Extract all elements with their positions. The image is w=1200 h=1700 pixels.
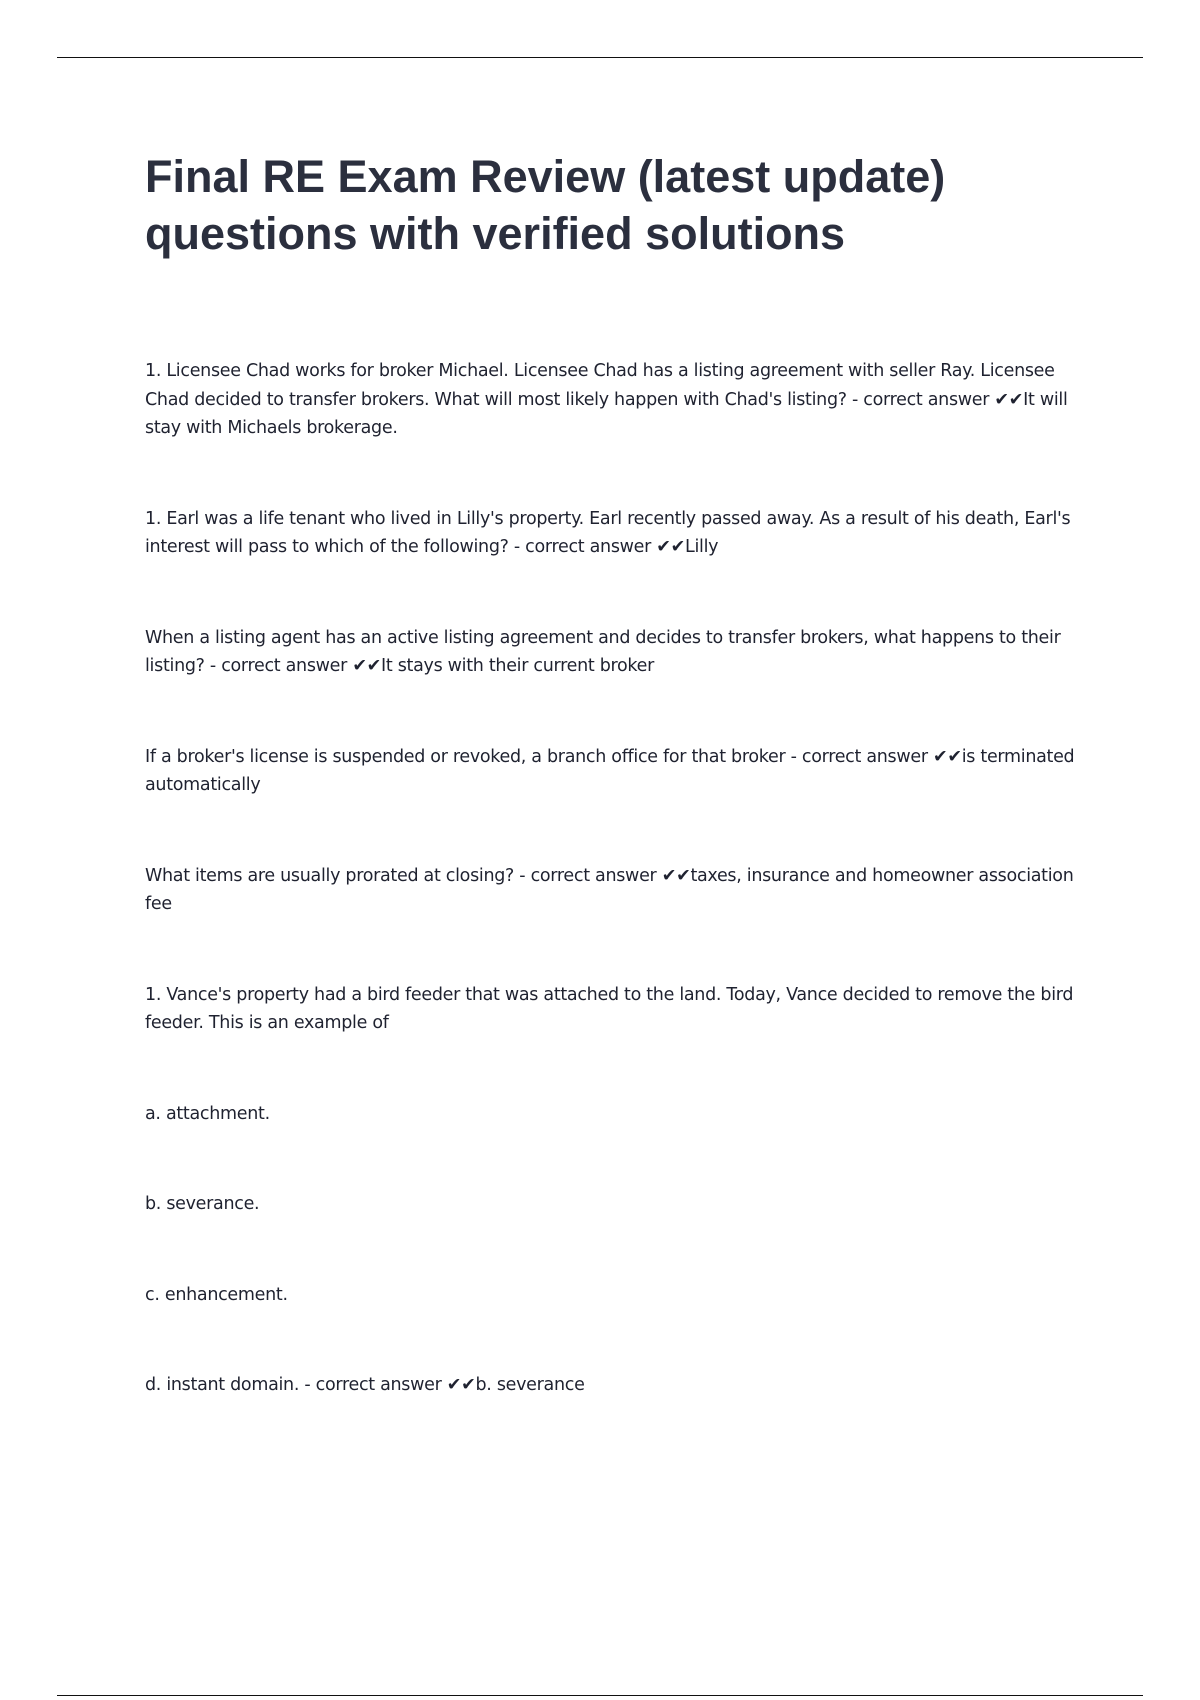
answer-text: taxes, insurance and homeowner association fee	[145, 865, 1074, 914]
answer-text: Lilly	[685, 537, 719, 557]
option-text: a. attachment.	[145, 1103, 270, 1124]
question-text: 1. Vance's property had a bird feeder that was attached to the land. Today, Vance decided to remove the bird feeder. This is an example of	[145, 984, 1074, 1033]
checkmark-icon: ✔✔	[656, 537, 686, 557]
bottom-rule	[57, 1695, 1143, 1696]
question-text: 1. Earl was a life tenant who lived in Lilly's property. Earl recently passed away. As a result of his death, Earl's interest will pass to which of the following? - correct answer	[145, 508, 1071, 557]
option-item	[145, 1100, 1085, 1129]
answer-text: It will stay with Michaels brokerage.	[145, 389, 1068, 438]
checkmark-icon: ✔✔	[933, 746, 962, 767]
qa-item	[145, 743, 1085, 800]
option-item	[145, 1281, 1085, 1310]
qa-item	[145, 624, 1085, 681]
checkmark-icon: ✔✔	[994, 389, 1024, 410]
document-body	[145, 148, 1085, 1462]
answer-text: It stays with their current broker	[381, 656, 654, 676]
qa-item	[145, 981, 1085, 1038]
checkmark-icon: ✔✔	[446, 1375, 476, 1395]
option-text: b. severance.	[145, 1194, 260, 1214]
qa-item	[145, 357, 1085, 443]
option-item	[145, 1190, 1085, 1219]
question-text: If a broker's license is suspended or revoked, a branch office for that broker - correct answer	[145, 746, 934, 767]
document-title: Final RE Exam Review (latest update) questions with verified solutions	[145, 151, 946, 259]
option-text: c. enhancement.	[145, 1284, 288, 1305]
checkmark-icon: ✔✔	[661, 865, 691, 886]
question-text: 1. Licensee Chad works for broker Michael. Licensee Chad has a listing agreement with seller Ray. Licensee Chad decided to transfer brokers. What will most likely happen with Chad's listing? - correct answer	[145, 361, 1055, 410]
answer-text: is terminated automatically	[145, 746, 1075, 795]
option-item	[145, 1371, 1085, 1400]
question-text: When a listing agent has an active listing agreement and decides to transfer brokers, what happens to their listing? - correct answer	[145, 627, 1061, 676]
qa-list	[145, 357, 1085, 1400]
checkmark-icon: ✔✔	[352, 656, 382, 676]
question-text: What items are usually prorated at closing? - correct answer	[145, 865, 662, 886]
answer-text: b. severance	[475, 1375, 585, 1395]
qa-item	[145, 862, 1085, 919]
top-rule	[57, 57, 1143, 58]
qa-item	[145, 505, 1085, 562]
option-text: d. instant domain. - correct answer	[145, 1375, 447, 1395]
